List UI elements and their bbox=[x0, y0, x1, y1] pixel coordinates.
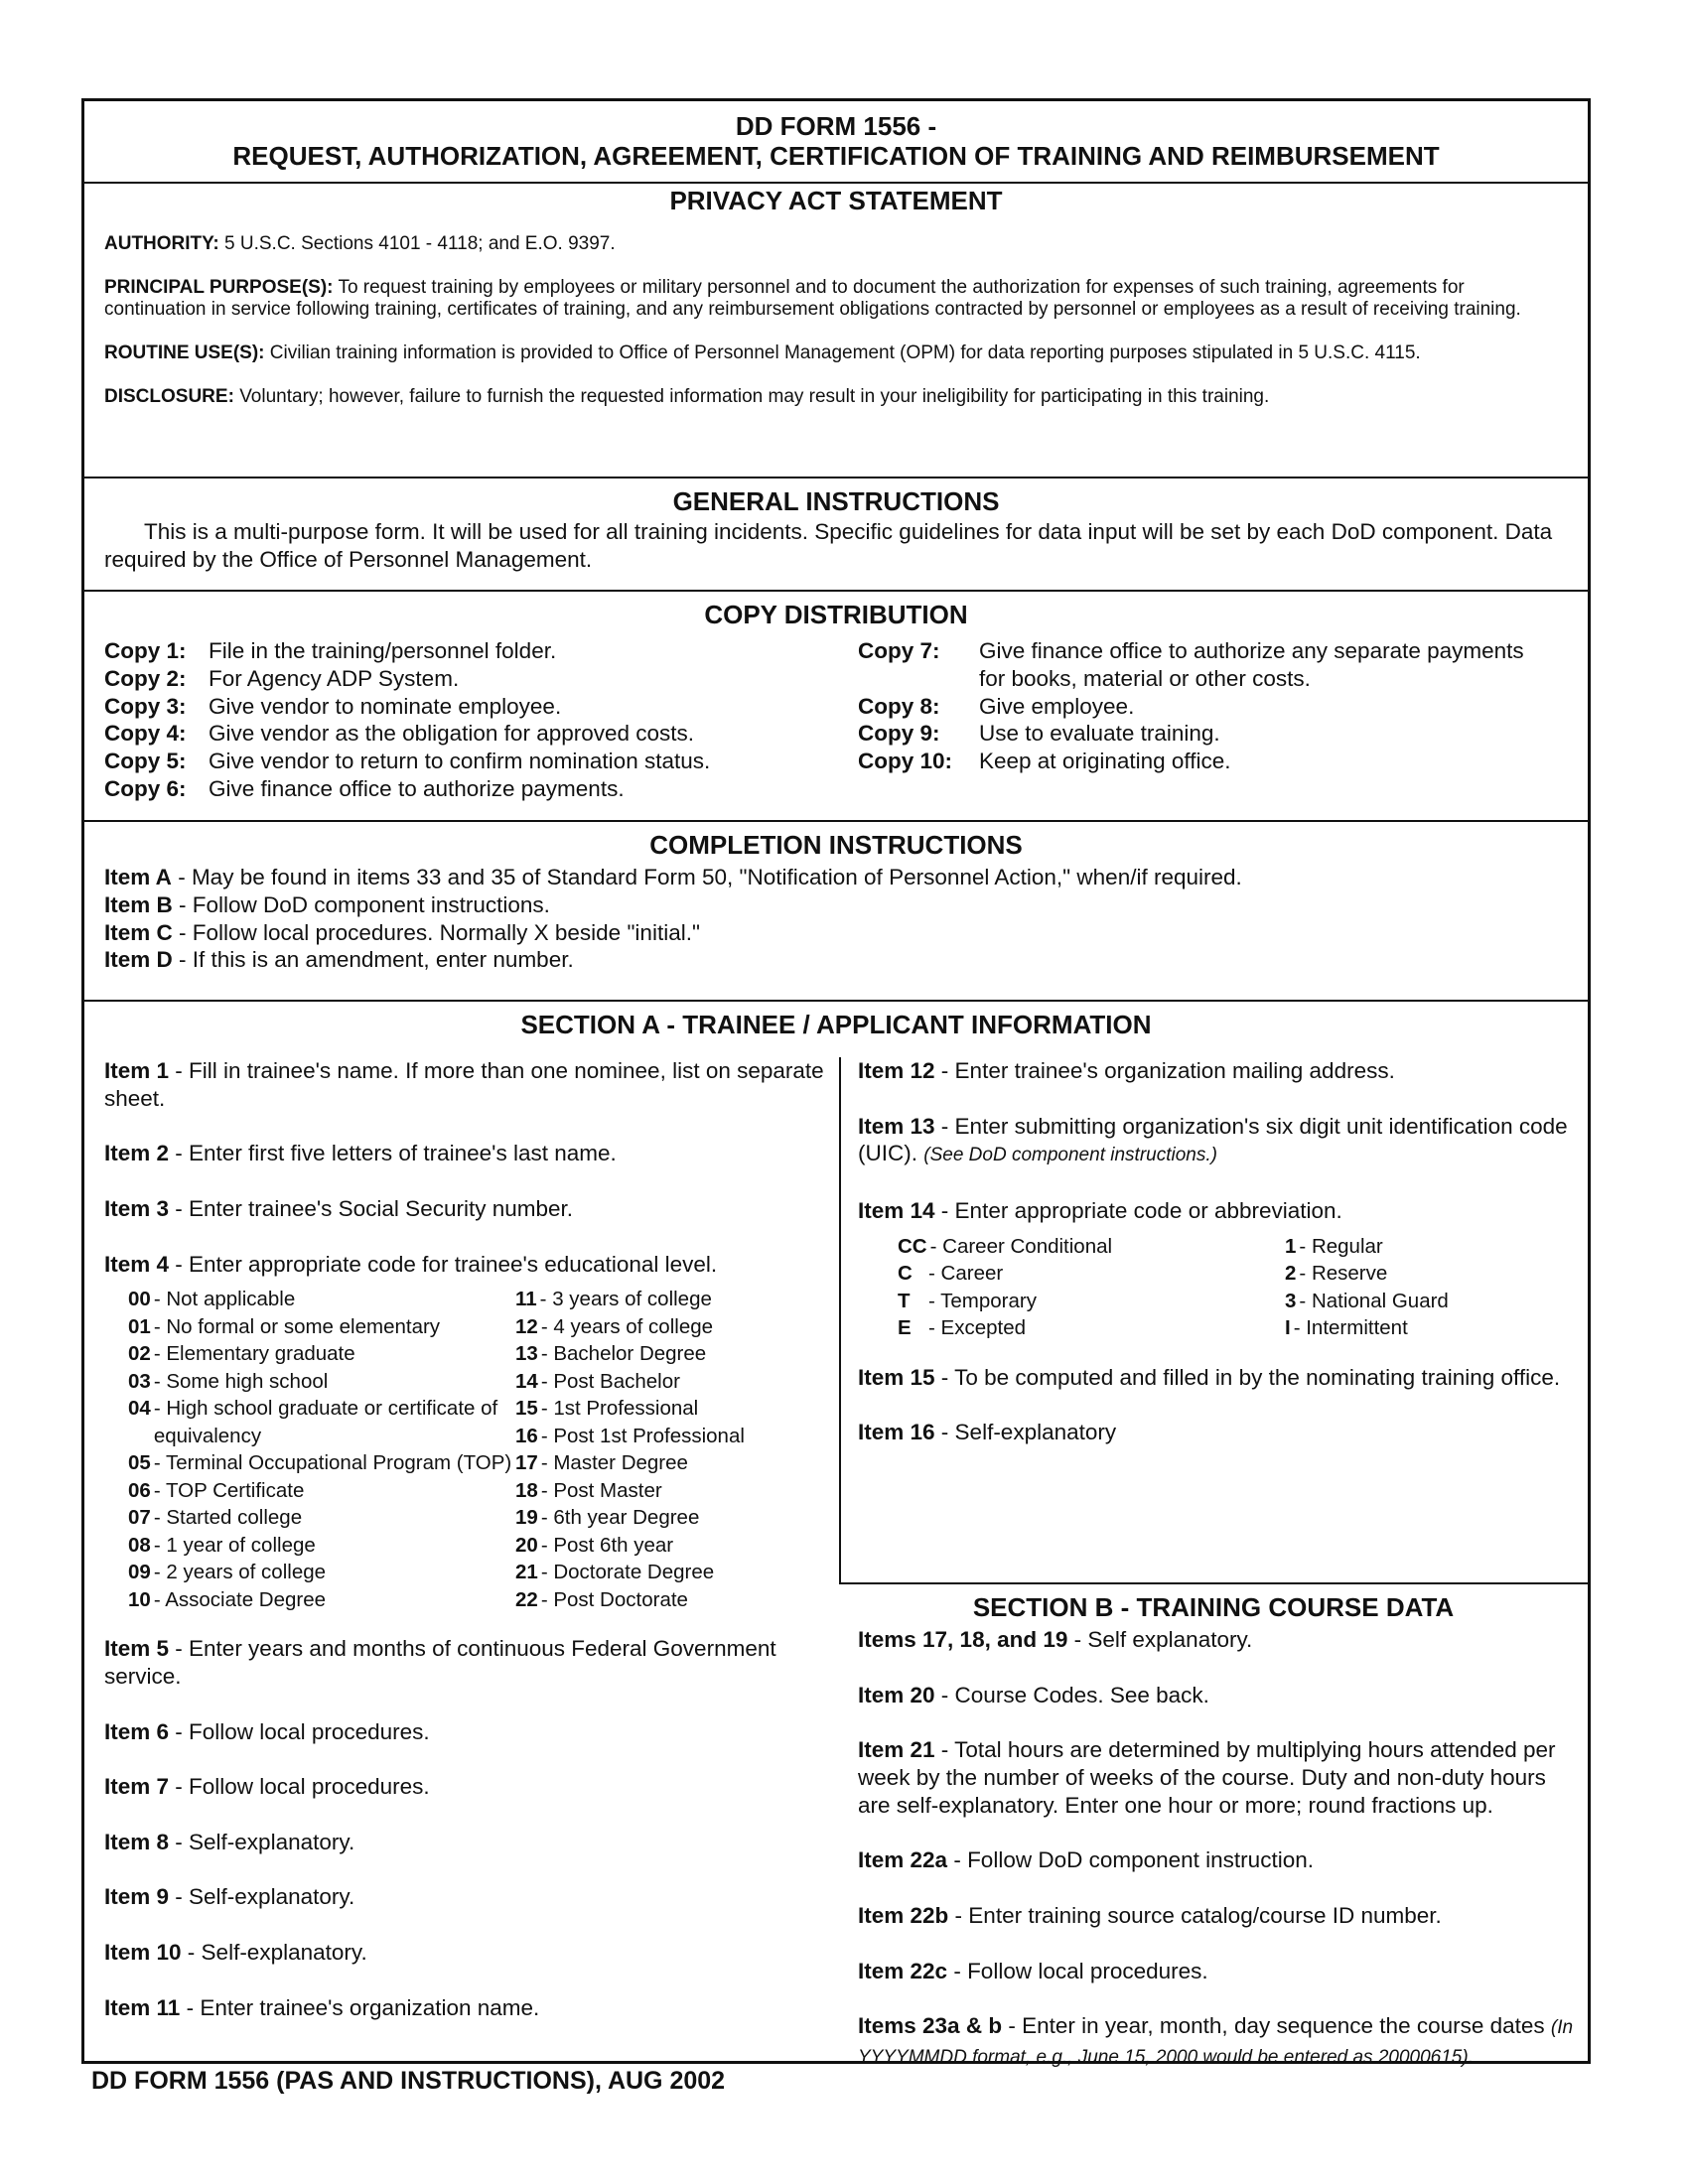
form-frame bbox=[81, 98, 1591, 2068]
code-desc: - Terminal Occupational Program (TOP) bbox=[153, 1451, 512, 1475]
instruction-item: Item 11 - Enter trainee's organization name. bbox=[104, 1994, 540, 2020]
item-text: Enter appropriate code or abbreviation. bbox=[954, 1197, 1342, 1223]
item-label: Item 22b bbox=[858, 1902, 949, 1928]
copy-heading: COPY DISTRIBUTION bbox=[704, 600, 968, 629]
code-row bbox=[128, 1532, 515, 1560]
code-key: 3 bbox=[1285, 1289, 1297, 1312]
item-text: Enter trainee's organization mailing address. bbox=[954, 1058, 1395, 1083]
item-note: (See DoD component instructions.) bbox=[923, 1145, 1217, 1166]
copy-row bbox=[104, 720, 839, 748]
code-text: TOP Certificate bbox=[165, 1478, 305, 1502]
item-label: Item 3 bbox=[104, 1195, 170, 1221]
code-row bbox=[515, 1313, 828, 1341]
instruction-item: Item 16 - Self-explanatory bbox=[858, 1420, 1117, 1445]
code-key: 22 bbox=[515, 1587, 538, 1611]
code-key: I bbox=[1285, 1316, 1291, 1340]
code-text: 1 year of college bbox=[166, 1533, 316, 1557]
instruction-item: Item B - Follow DoD component instructions. bbox=[104, 891, 550, 917]
instruction-item: Items 23a & b - Enter in year, month, day sequence the course dates (In YYYYMMDD format, e.g., June 15, 2000 would be entered as 20000615). bbox=[858, 2013, 1574, 2068]
code-key: 18 bbox=[515, 1478, 538, 1502]
copy-row bbox=[858, 748, 1553, 775]
code-text: 6th year Degree bbox=[553, 1506, 700, 1530]
code-key: 2 bbox=[1285, 1262, 1297, 1286]
item-text: Enter trainee's organization name. bbox=[200, 1994, 540, 2020]
general-instructions-section bbox=[84, 478, 1588, 592]
item-label: Item 21 bbox=[858, 1737, 935, 1763]
code-desc: - Master Degree bbox=[540, 1451, 688, 1475]
copy-label: Copy 10: bbox=[858, 749, 953, 774]
code-key: 09 bbox=[128, 1561, 151, 1584]
code-key: 21 bbox=[515, 1561, 538, 1584]
code-desc: - Bachelor Degree bbox=[540, 1342, 707, 1366]
code-text: 1st Professional bbox=[553, 1397, 699, 1421]
code-text: Some high school bbox=[166, 1369, 329, 1393]
privacy-text: 5 U.S.C. Sections 4101 - 4118; and E.O. 9397. bbox=[224, 233, 616, 254]
item-text: Enter training source catalog/course ID number. bbox=[968, 1902, 1442, 1928]
instruction-item: Item 1 - Fill in trainee's name. If more than one nominee, list on separate sheet. bbox=[104, 1058, 824, 1111]
code-text: 2 years of college bbox=[166, 1561, 327, 1584]
completion-items bbox=[84, 864, 1588, 974]
code-desc: - 2 years of college bbox=[153, 1561, 327, 1584]
code-desc: - Intermittent bbox=[1293, 1316, 1408, 1340]
item-label: Item C bbox=[104, 919, 173, 945]
privacy-paragraph bbox=[104, 342, 1568, 364]
section-a bbox=[84, 1002, 1588, 2068]
item-label: Item D bbox=[104, 947, 173, 973]
code-text: High school graduate or certificate of equivalency bbox=[153, 1397, 498, 1447]
copy-row bbox=[858, 693, 1553, 721]
code-key: 01 bbox=[128, 1314, 151, 1338]
code-desc: - Career bbox=[928, 1262, 1004, 1286]
code-row bbox=[515, 1286, 828, 1313]
item-text: Fill in trainee's name. If more than one nominee, list on separate sheet. bbox=[104, 1058, 824, 1111]
item-label: Item 12 bbox=[858, 1058, 935, 1083]
appointment-codes bbox=[898, 1233, 1583, 1342]
code-row bbox=[128, 1340, 515, 1368]
copy-label: Copy 8: bbox=[858, 693, 940, 719]
general-heading: GENERAL INSTRUCTIONS bbox=[672, 486, 1000, 516]
item-label: Item 22c bbox=[858, 1958, 948, 1983]
item-label: Items 23a & b bbox=[858, 2013, 1003, 2039]
instruction-item: Item 5 - Enter years and months of continuous Federal Government service. bbox=[104, 1636, 776, 1689]
form-title bbox=[84, 101, 1588, 184]
instruction-item: Items 17, 18, and 19 - Self explanatory. bbox=[858, 1627, 1253, 1652]
code-key: 04 bbox=[128, 1397, 151, 1421]
instruction-item: Item 21 - Total hours are determined by multiplying hours attended per week by the number of weeks of the course. Duty and non-duty hours are self-explanatory. Enter one hour or more; round fractions up. bbox=[858, 1737, 1556, 1818]
code-text: Doctorate Degree bbox=[553, 1561, 715, 1584]
copy-text: For Agency ADP System. bbox=[209, 665, 460, 691]
copy-label: Copy 2: bbox=[104, 665, 187, 691]
copy-text: File in the training/personnel folder. bbox=[209, 638, 557, 663]
code-desc: - 1 year of college bbox=[153, 1533, 316, 1557]
copy-text: Use to evaluate training. bbox=[979, 721, 1220, 747]
privacy-paragraph bbox=[104, 233, 1568, 255]
instruction-item: Item 22b - Enter training source catalog/course ID number. bbox=[858, 1902, 1442, 1928]
completion-instructions-section bbox=[84, 822, 1588, 1002]
item-label: Item 7 bbox=[104, 1774, 170, 1800]
completion-heading: COMPLETION INSTRUCTIONS bbox=[649, 830, 1023, 860]
code-key: 15 bbox=[515, 1397, 538, 1421]
code-row bbox=[515, 1532, 828, 1560]
code-row bbox=[128, 1559, 515, 1586]
code-row bbox=[515, 1449, 828, 1477]
item-text: Follow local procedures. bbox=[189, 1774, 430, 1800]
general-text: This is a multi-purpose form. It will be used for all training incidents. Specific guidelines for data input will be set by each DoD component. Data required by the Office of Personnel Management. bbox=[104, 519, 1553, 572]
copy-text: Keep at originating office. bbox=[979, 749, 1231, 774]
copy-label: Copy 4: bbox=[104, 721, 187, 747]
code-row bbox=[515, 1586, 828, 1614]
code-text: Terminal Occupational Program (TOP) bbox=[165, 1451, 512, 1475]
copy-text: Give vendor to nominate employee. bbox=[209, 693, 562, 719]
code-text: Post Doctorate bbox=[553, 1587, 688, 1611]
item-label: Item B bbox=[104, 891, 173, 917]
code-row bbox=[898, 1314, 1285, 1342]
code-key: 12 bbox=[515, 1314, 538, 1338]
item-text: Self-explanatory. bbox=[189, 1829, 355, 1854]
code-text: Temporary bbox=[940, 1289, 1037, 1312]
item-label: Item 20 bbox=[858, 1682, 935, 1707]
code-row bbox=[515, 1559, 828, 1586]
item-label: Item A bbox=[104, 865, 172, 889]
copy-label: Copy 5: bbox=[104, 749, 187, 774]
form-footer: DD FORM 1556 (PAS AND INSTRUCTIONS), AUG 2002 bbox=[91, 2067, 726, 2095]
code-text: Post 1st Professional bbox=[553, 1424, 745, 1447]
privacy-label: PRINCIPAL PURPOSE(S): bbox=[104, 277, 334, 298]
copy-list-right bbox=[858, 637, 1553, 775]
item-text: Follow local procedures. bbox=[967, 1958, 1208, 1983]
item-label: Item 5 bbox=[104, 1636, 170, 1662]
item-text: Total hours are determined by multiplying hours attended per week by the number of weeks of the course. Duty and non-duty hours are self-explanatory. Enter one hour or more; round fractions up. bbox=[858, 1737, 1556, 1818]
copy-label: Copy 1: bbox=[104, 638, 187, 663]
item-text: Enter submitting organization's six digit unit identification code (UIC). bbox=[858, 1113, 1568, 1166]
copy-distribution-section bbox=[84, 592, 1588, 822]
privacy-text: Voluntary; however, failure to furnish the requested information may result in your ineligibility for participating in this training. bbox=[239, 386, 1270, 407]
code-desc: - Post Doctorate bbox=[540, 1587, 688, 1611]
instruction-item: Item 3 - Enter trainee's Social Security number. bbox=[104, 1195, 574, 1221]
code-text: Associate Degree bbox=[165, 1587, 327, 1611]
copy-label: Copy 3: bbox=[104, 693, 187, 719]
copy-row bbox=[104, 775, 839, 803]
code-desc: - Started college bbox=[153, 1506, 303, 1530]
code-row bbox=[515, 1504, 828, 1532]
instruction-item: Item 10 - Self-explanatory. bbox=[104, 1939, 367, 1965]
instruction-item: Item 9 - Self-explanatory. bbox=[104, 1884, 355, 1910]
instruction-item: Item A - May be found in items 33 and 35 of Standard Form 50, "Notification of Personnel Action," when/if required. bbox=[104, 865, 1242, 889]
code-text: Elementary graduate bbox=[166, 1342, 355, 1366]
privacy-label: DISCLOSURE: bbox=[104, 386, 234, 407]
code-key: 19 bbox=[515, 1506, 538, 1530]
code-key: 17 bbox=[515, 1451, 538, 1475]
item-label: Item 14 bbox=[858, 1197, 935, 1223]
code-desc: - Not applicable bbox=[153, 1288, 296, 1311]
code-key: 10 bbox=[128, 1587, 151, 1611]
item-label: Item 1 bbox=[104, 1058, 170, 1083]
copy-list-left bbox=[104, 637, 839, 803]
code-text: National Guard bbox=[1311, 1289, 1449, 1312]
copy-label: Copy 6: bbox=[104, 775, 187, 801]
code-key: C bbox=[898, 1262, 913, 1286]
code-desc: - National Guard bbox=[1299, 1289, 1449, 1312]
item-text: To be computed and filled in by the nominating training office. bbox=[954, 1364, 1561, 1390]
instruction-item: Item 6 - Follow local procedures. bbox=[104, 1718, 430, 1744]
item-label: Item 10 bbox=[104, 1939, 182, 1965]
code-row bbox=[515, 1395, 828, 1423]
code-desc: - Post Master bbox=[540, 1478, 662, 1502]
code-text: Excepted bbox=[940, 1316, 1027, 1340]
code-desc: - 3 years of college bbox=[539, 1288, 712, 1311]
form-name: REQUEST, AUTHORIZATION, AGREEMENT, CERTIFICATION OF TRAINING AND REIMBURSEMENT bbox=[232, 141, 1440, 171]
item-label: Items 17, 18, and 19 bbox=[858, 1627, 1068, 1652]
item-note: (In YYYYMMDD format, e.g., June 15, 2000 would be entered as 20000615). bbox=[858, 2017, 1574, 2068]
copy-row bbox=[858, 720, 1553, 748]
code-desc: - Post 6th year bbox=[540, 1533, 674, 1557]
code-text: Not applicable bbox=[166, 1288, 296, 1311]
item-label: Item 9 bbox=[104, 1884, 170, 1910]
code-row bbox=[898, 1260, 1285, 1288]
item-text: Course Codes. See back. bbox=[954, 1682, 1209, 1707]
instruction-item: Item 13 - Enter submitting organization's six digit unit identification code (UIC). (See DoD component instructions.) bbox=[858, 1113, 1568, 1166]
code-text: 4 years of college bbox=[553, 1314, 714, 1338]
code-desc: - Elementary graduate bbox=[153, 1342, 355, 1366]
code-desc: - Some high school bbox=[153, 1369, 329, 1393]
code-desc: - Regular bbox=[1299, 1234, 1383, 1258]
privacy-paragraph bbox=[104, 386, 1568, 408]
code-desc: - Career Conditional bbox=[929, 1234, 1113, 1258]
code-key: 13 bbox=[515, 1342, 538, 1366]
code-text: Post 6th year bbox=[553, 1533, 674, 1557]
code-key: 20 bbox=[515, 1533, 538, 1557]
privacy-text: To request training by employees or military personnel and to document the authorization for expenses of such training, agreements for continuation in service following training, certificates of training, and any reimbursement obligations contracted by personnel or employees as a result of receiving training. bbox=[104, 277, 1521, 320]
copy-row bbox=[104, 637, 839, 665]
code-row bbox=[128, 1313, 515, 1341]
section-b-heading: SECTION B - TRAINING COURSE DATA bbox=[972, 1592, 1455, 1622]
instruction-item: Item 22c - Follow local procedures. bbox=[858, 1958, 1208, 1983]
code-row bbox=[128, 1477, 515, 1505]
code-row bbox=[128, 1368, 515, 1396]
item-text: Self-explanatory bbox=[954, 1420, 1117, 1445]
code-row bbox=[898, 1288, 1285, 1315]
code-text: 3 years of college bbox=[552, 1288, 712, 1311]
item-label: Item 6 bbox=[104, 1718, 170, 1744]
item-text: Follow DoD component instruction. bbox=[967, 1847, 1314, 1873]
item-label: Item 15 bbox=[858, 1364, 935, 1390]
section-a-left-column bbox=[104, 1057, 834, 2061]
item-text: Follow DoD component instructions. bbox=[192, 891, 550, 917]
code-key: 1 bbox=[1285, 1234, 1297, 1258]
code-desc: - Reserve bbox=[1299, 1262, 1388, 1286]
item-label: Item 16 bbox=[858, 1420, 935, 1445]
code-key: E bbox=[898, 1316, 912, 1340]
code-key: 00 bbox=[128, 1288, 151, 1311]
code-desc: - TOP Certificate bbox=[153, 1478, 305, 1502]
copy-text: Give employee. bbox=[979, 693, 1135, 719]
privacy-label: AUTHORITY: bbox=[104, 233, 219, 254]
code-desc: - 6th year Degree bbox=[540, 1506, 700, 1530]
code-key: 07 bbox=[128, 1506, 151, 1530]
code-row bbox=[1285, 1314, 1573, 1342]
code-text: No formal or some elementary bbox=[166, 1314, 441, 1338]
privacy-label: ROUTINE USE(S): bbox=[104, 342, 265, 363]
instruction-item: Item 8 - Self-explanatory. bbox=[104, 1829, 355, 1854]
code-row bbox=[1285, 1288, 1573, 1315]
item-text: If this is an amendment, enter number. bbox=[192, 947, 574, 973]
code-row bbox=[515, 1477, 828, 1505]
code-desc: - Post 1st Professional bbox=[540, 1424, 745, 1447]
privacy-heading: PRIVACY ACT STATEMENT bbox=[669, 186, 1003, 215]
code-key: 05 bbox=[128, 1451, 151, 1475]
code-desc: - 1st Professional bbox=[540, 1397, 699, 1421]
item-label: Item 2 bbox=[104, 1141, 170, 1166]
instruction-item: Item 4 - Enter appropriate code for trainee's educational level. bbox=[104, 1251, 718, 1277]
item-text: May be found in items 33 and 35 of Standard Form 50, "Notification of Personnel Action," when/if required. bbox=[191, 865, 1242, 889]
code-desc: - Associate Degree bbox=[153, 1587, 327, 1611]
copy-text: Give vendor to return to confirm nomination status. bbox=[209, 749, 711, 774]
code-row bbox=[515, 1423, 828, 1450]
code-row bbox=[515, 1340, 828, 1368]
instruction-item: Item 20 - Course Codes. See back. bbox=[858, 1682, 1209, 1707]
code-desc: - Temporary bbox=[928, 1289, 1037, 1312]
privacy-paragraphs bbox=[84, 233, 1588, 408]
privacy-text: Civilian training information is provided to Office of Personnel Management (OPM) for data reporting purposes stipulated in 5 U.S.C. 4115. bbox=[269, 342, 1421, 363]
copy-text: Give finance office to authorize payments. bbox=[209, 775, 625, 801]
instruction-item: Item 22a - Follow DoD component instruction. bbox=[858, 1847, 1314, 1873]
item-label: Item 11 bbox=[104, 1994, 181, 2020]
item-label: Item 8 bbox=[104, 1829, 170, 1854]
item-text: Follow local procedures. Normally X beside "initial." bbox=[192, 919, 700, 945]
copy-label: Copy 7: bbox=[858, 638, 940, 663]
instruction-item: Item 12 - Enter trainee's organization mailing address. bbox=[858, 1058, 1395, 1083]
item-text: Self-explanatory. bbox=[201, 1939, 367, 1965]
code-text: Bachelor Degree bbox=[553, 1342, 707, 1366]
copy-row bbox=[104, 748, 839, 775]
code-row bbox=[1285, 1233, 1573, 1261]
item-text: Enter appropriate code for trainee's educational level. bbox=[189, 1251, 718, 1277]
code-row bbox=[1285, 1260, 1573, 1288]
copy-text: Give vendor as the obligation for approved costs. bbox=[209, 721, 695, 747]
code-key: 06 bbox=[128, 1478, 151, 1502]
copy-label: Copy 9: bbox=[858, 721, 940, 747]
privacy-act-section bbox=[84, 184, 1588, 478]
code-text: Post Master bbox=[553, 1478, 662, 1502]
code-row bbox=[898, 1233, 1285, 1261]
item-label: Item 13 bbox=[858, 1113, 935, 1139]
instruction-item: Item C - Follow local procedures. Normally X beside "initial." bbox=[104, 919, 700, 945]
code-text: Regular bbox=[1311, 1234, 1383, 1258]
code-desc: - Doctorate Degree bbox=[540, 1561, 715, 1584]
education-codes bbox=[128, 1286, 834, 1613]
item-text: Enter trainee's Social Security number. bbox=[189, 1195, 574, 1221]
code-row bbox=[515, 1368, 828, 1396]
code-row bbox=[128, 1504, 515, 1532]
code-desc: - No formal or some elementary bbox=[153, 1314, 441, 1338]
code-row bbox=[128, 1286, 515, 1313]
section-a-heading: SECTION A - TRAINEE / APPLICANT INFORMATION bbox=[520, 1010, 1152, 1039]
item-text: Self-explanatory. bbox=[189, 1884, 355, 1910]
form-number: DD FORM 1556 - bbox=[735, 111, 937, 141]
item-label: Item 22a bbox=[858, 1847, 948, 1873]
code-text: Reserve bbox=[1311, 1262, 1388, 1286]
code-key: 03 bbox=[128, 1369, 151, 1393]
code-row bbox=[128, 1449, 515, 1477]
code-desc: - Excepted bbox=[928, 1316, 1027, 1340]
section-b bbox=[839, 1582, 1588, 2068]
code-text: Career Conditional bbox=[942, 1234, 1113, 1258]
instruction-item: Item 15 - To be computed and filled in by the nominating training office. bbox=[858, 1364, 1561, 1390]
item-text: Enter in year, month, day sequence the course dates bbox=[1022, 2013, 1545, 2039]
code-row bbox=[128, 1395, 515, 1449]
code-text: Career bbox=[940, 1262, 1004, 1286]
code-key: 16 bbox=[515, 1424, 538, 1447]
code-key: T bbox=[898, 1289, 911, 1312]
code-key: 02 bbox=[128, 1342, 151, 1366]
code-desc: - 4 years of college bbox=[540, 1314, 714, 1338]
copy-row bbox=[104, 693, 839, 721]
copy-row bbox=[858, 637, 1553, 693]
item-text: Follow local procedures. bbox=[189, 1718, 430, 1744]
instruction-item: Item 2 - Enter first five letters of trainee's last name. bbox=[104, 1141, 617, 1166]
code-key: 14 bbox=[515, 1369, 538, 1393]
code-text: Started college bbox=[166, 1506, 303, 1530]
code-text: Post Bachelor bbox=[553, 1369, 680, 1393]
item-label: Item 4 bbox=[104, 1251, 170, 1277]
item-text: Enter years and months of continuous Federal Government service. bbox=[104, 1636, 776, 1689]
item-text: Enter first five letters of trainee's last name. bbox=[189, 1141, 617, 1166]
code-key: 11 bbox=[515, 1288, 537, 1311]
code-text: Intermittent bbox=[1306, 1316, 1408, 1340]
code-key: 08 bbox=[128, 1533, 151, 1557]
copy-row bbox=[104, 665, 839, 693]
instruction-item: Item 14 - Enter appropriate code or abbreviation. bbox=[858, 1197, 1342, 1223]
item-text: Self explanatory. bbox=[1087, 1627, 1253, 1652]
privacy-paragraph bbox=[104, 277, 1568, 321]
code-desc: - Post Bachelor bbox=[540, 1369, 680, 1393]
code-desc: - High school graduate or certificate of equivalency bbox=[153, 1397, 498, 1447]
code-row bbox=[128, 1586, 515, 1614]
instruction-item: Item 7 - Follow local procedures. bbox=[104, 1774, 430, 1800]
code-key: CC bbox=[898, 1234, 927, 1258]
copy-text: Give finance office to authorize any separate payments for books, material or other costs. bbox=[979, 638, 1524, 691]
instruction-item: Item D - If this is an amendment, enter number. bbox=[104, 947, 574, 973]
code-text: Master Degree bbox=[553, 1451, 688, 1475]
